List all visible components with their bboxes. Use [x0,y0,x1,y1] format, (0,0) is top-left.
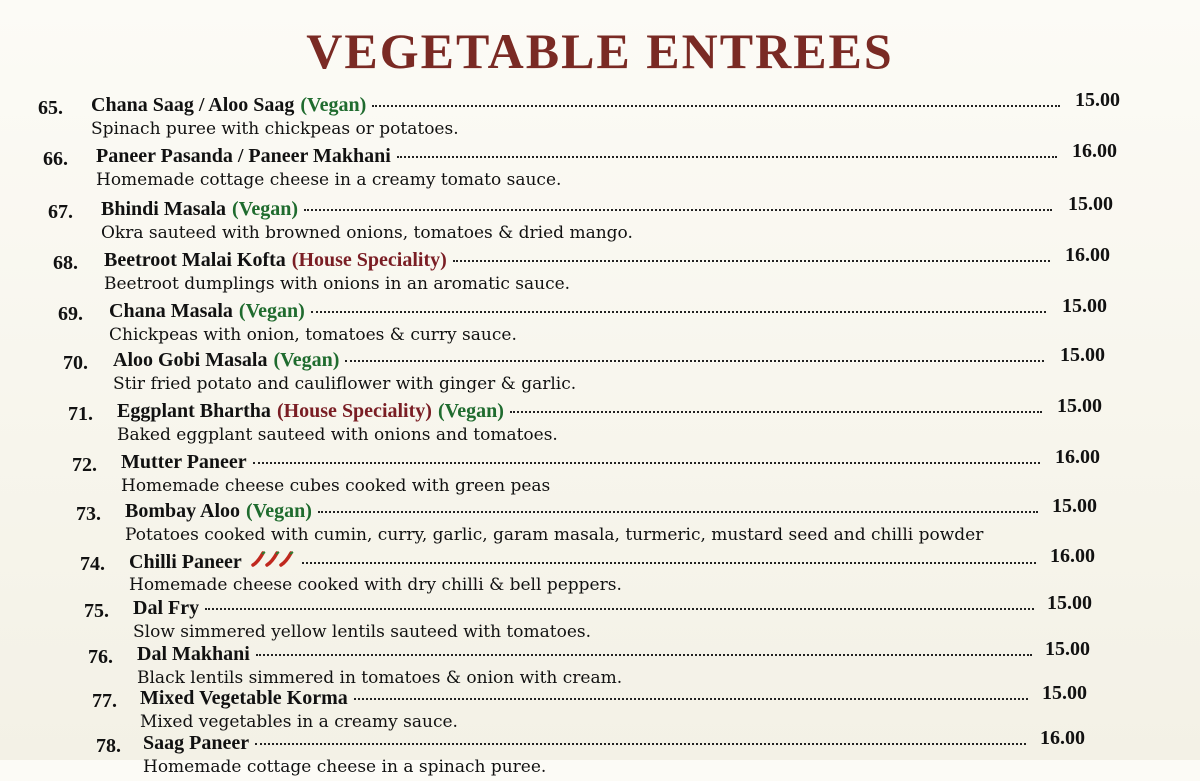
item-description: Spinach puree with chickpeas or potatoes. [91,119,459,139]
item-name: Mixed Vegetable Korma [140,687,348,709]
item-name-line [117,400,1042,423]
item-description: Potatoes cooked with cumin, curry, garlic, garam masala, turmeric, mustard seed and chilli powder [125,525,984,545]
item-number: 70. [63,352,88,374]
item-number: 77. [92,690,117,712]
item-name: Beetroot Malai Kofta [104,249,286,271]
dot-leader [205,608,1034,610]
house-speciality-tag: (House Speciality) [276,400,432,422]
item-name: Bombay Aloo [125,500,241,522]
vegan-tag: (Vegan) [437,400,504,422]
item-price: 15.00 [1045,638,1090,660]
item-name-line [143,732,1026,755]
item-number: 67. [48,201,73,223]
item-description: Chickpeas with onion, tomatoes & curry sauce. [109,325,517,345]
item-description: Okra sauteed with browned onions, tomatoes & dried mango. [101,223,633,243]
item-name-line [125,500,1038,523]
item-number: 65. [38,97,63,119]
item-number: 73. [76,503,101,525]
item-price: 16.00 [1050,545,1095,567]
menu-item [84,592,1200,646]
item-name-line [140,687,1028,710]
item-name: Bhindi Masala [101,198,227,220]
item-name-line [109,300,1046,323]
menu-item [53,244,1200,298]
item-price: 16.00 [1040,727,1085,749]
item-description: Beetroot dumplings with onions in an aromatic sauce. [104,274,571,294]
item-name: Paneer Pasanda / Paneer Makhani [96,145,391,167]
item-description: Homemade cottage cheese in a spinach puree. [143,757,547,777]
item-number: 75. [84,600,109,622]
item-price: 16.00 [1055,446,1100,468]
item-description: Homemade cheese cubes cooked with green peas [121,476,551,496]
menu-item [38,89,1200,143]
dot-leader [510,411,1042,413]
dot-leader [354,698,1028,700]
menu-item [80,545,1200,599]
vegan-tag: (Vegan) [238,300,305,322]
item-number: 69. [58,303,83,325]
menu-item [63,344,1200,398]
item-price: 15.00 [1052,495,1097,517]
item-name: Saag Paneer [143,732,250,754]
item-name: Dal Makhani [137,643,250,665]
item-price: 15.00 [1047,592,1092,614]
menu-item [76,495,1200,549]
item-price: 15.00 [1060,344,1105,366]
item-name-line [104,249,1050,272]
item-name: Mutter Paneer [121,451,247,473]
item-name-line [96,145,1057,168]
item-name: Chilli Paneer [129,551,242,573]
item-name: Chana Saag / Aloo Saag [91,94,295,116]
item-description: Stir fried potato and cauliflower with ginger & garlic. [113,374,577,394]
menu-item [58,295,1200,349]
item-number: 76. [88,646,113,668]
vegan-tag: (Vegan) [246,500,312,522]
menu-item [68,395,1200,449]
item-description: Baked eggplant sauteed with onions and tomatoes. [117,425,558,445]
item-number: 74. [80,553,105,575]
item-price: 16.00 [1072,140,1117,162]
item-name: Chana Masala [109,300,233,322]
dot-leader [345,360,1044,362]
item-name: Dal Fry [133,597,200,619]
item-price: 15.00 [1062,295,1107,317]
dot-leader [453,260,1050,262]
menu-title: VEGETABLE ENTREES [306,23,894,79]
dot-leader [255,743,1026,745]
vegan-tag: (Vegan) [300,94,367,116]
item-price: 15.00 [1068,193,1113,215]
dot-leader [311,311,1046,313]
item-name-line [129,550,1036,574]
item-price: 16.00 [1065,244,1110,266]
menu-item [72,446,1200,500]
item-name-line [133,597,1034,620]
menu-item [43,140,1200,194]
house-speciality-tag: (House Speciality) [291,249,447,271]
item-name-line [101,198,1052,221]
item-description: Homemade cottage cheese in a creamy tomato sauce. [96,170,562,190]
vegan-tag: (Vegan) [232,198,298,220]
menu-item [48,193,1200,247]
menu-item [92,682,1200,736]
item-number: 71. [68,403,93,425]
item-number: 66. [43,148,68,170]
menu-item [88,638,1200,692]
item-name: Eggplant Bhartha [117,400,271,422]
item-name-line [121,451,1040,474]
dot-leader [372,105,1060,107]
item-price: 15.00 [1042,682,1087,704]
dot-leader [397,156,1057,158]
item-number: 78. [96,735,121,757]
item-name-line [91,94,1060,117]
item-number: 68. [53,252,78,274]
dot-leader [256,654,1032,656]
item-description: Black lentils simmered in tomatoes & onion with cream. [137,668,623,688]
item-description: Homemade cheese cooked with dry chilli & bell peppers. [129,575,622,595]
item-number: 72. [72,454,97,476]
chilli-icon [250,550,296,572]
item-price: 15.00 [1075,89,1120,111]
item-description: Mixed vegetables in a creamy sauce. [140,712,458,732]
dot-leader [253,462,1040,464]
item-name: Aloo Gobi Masala [113,349,268,371]
item-price: 15.00 [1057,395,1102,417]
dot-leader [304,209,1052,211]
item-description: Slow simmered yellow lentils sauteed with tomatoes. [133,622,592,642]
menu-item [96,727,1200,781]
dot-leader [302,562,1036,564]
vegan-tag: (Vegan) [273,349,340,371]
item-name-line [137,643,1032,666]
dot-leader [318,511,1038,513]
item-name-line [113,349,1044,372]
